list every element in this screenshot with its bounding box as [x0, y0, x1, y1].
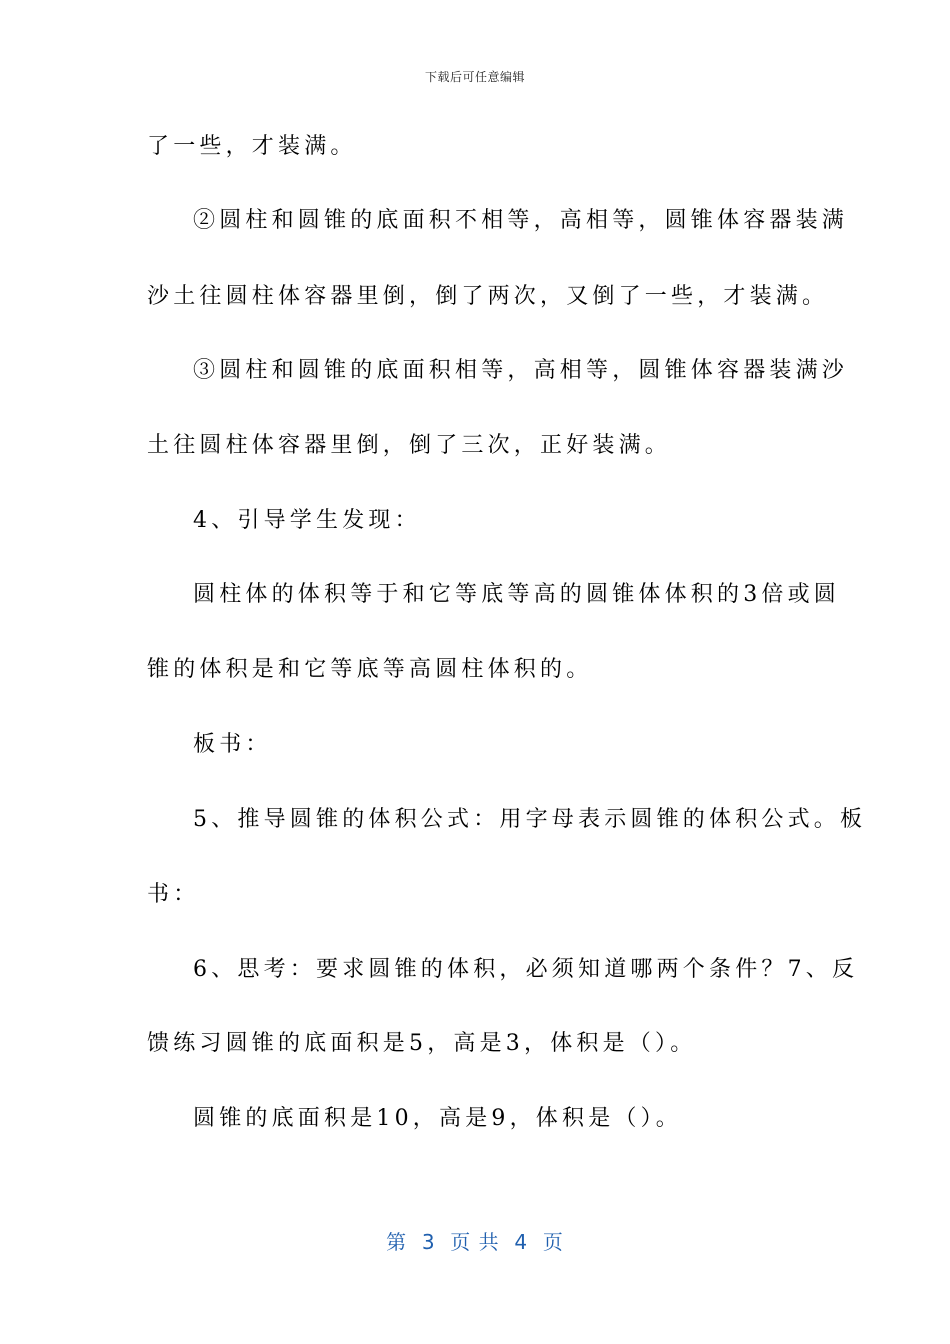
- text-line-14: 圆锥的底面积是10，高是9，体积是（）。: [193, 1106, 682, 1131]
- text-line-3: 沙土往圆柱体容器里倒，倒了两次，又倒了一些，才装满。: [147, 284, 829, 309]
- text-line-6: 4、引导学生发现：: [193, 508, 421, 533]
- text-line-1: 了一些，才装满。: [147, 134, 357, 159]
- text-line-7: 圆柱体的体积等于和它等底等高的圆锥体体积的3倍或圆: [193, 582, 840, 607]
- text-line-10: 5、推导圆锥的体积公式：用字母表示圆锥的体积公式。板: [193, 807, 867, 832]
- text-line-4: ③圆柱和圆锥的底面积相等，高相等，圆锥体容器装满沙: [193, 358, 849, 383]
- page-footer: 第 3 页 共 4 页: [386, 1230, 564, 1254]
- text-line-5: 土往圆柱体容器里倒，倒了三次，正好装满。: [147, 433, 672, 458]
- text-line-11: 书：: [147, 882, 200, 907]
- text-line-2: ②圆柱和圆锥的底面积不相等，高相等，圆锥体容器装满: [193, 208, 849, 233]
- text-line-12: 6、思考：要求圆锥的体积，必须知道哪两个条件？7、反: [193, 957, 859, 982]
- text-line-13: 馈练习圆锥的底面积是5，高是3，体积是（）。: [147, 1031, 697, 1056]
- text-line-9: 板书：: [193, 732, 272, 757]
- text-line-8: 锥的体积是和它等底等高圆柱体积的。: [147, 657, 593, 682]
- page-header: 下载后可任意编辑: [424, 70, 525, 84]
